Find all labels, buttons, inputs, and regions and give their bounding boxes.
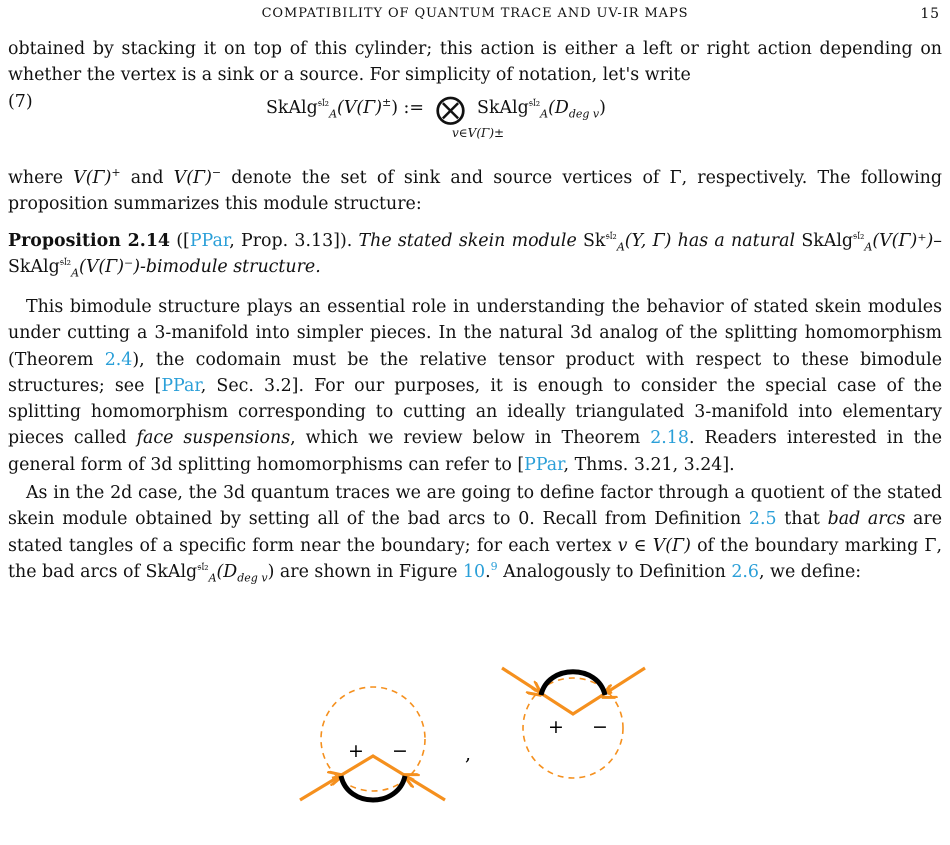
running-title: COMPATIBILITY OF QUANTUM TRACE AND UV-IR MAPS — [261, 6, 689, 21]
left-bad-arc-diagram — [300, 687, 445, 800]
equation-7 — [8, 92, 942, 148]
para4-alg-close: ) — [267, 561, 275, 582]
bad-arcs-figure — [290, 650, 670, 840]
para3-t1: This bimodule structure plays an essential role in understanding the behavior of stated skein modules under cutting a 3-manifold into simpler pieces. In the natural 3d analog of the splitting homomorphism (Theorem — [8, 297, 942, 370]
prop-bimod-b-arg: (V(Γ)⁻) — [79, 257, 140, 278]
paragraph-1 — [8, 36, 942, 89]
eq-rhs-arg: (D — [548, 98, 569, 118]
eq-lhs-sup: 𝔰𝔩₂ — [317, 96, 330, 110]
cite-ppar-2[interactable]: PPar — [524, 454, 564, 475]
proposition-2-14: Proposition 2.14 ([PPar, Prop. 3.13]). The stated skein module $Sk^{𝔰𝔩_2}_A(Y$, Γ) has a natural SkAlg$^{𝔰𝔩_2}_A$(V(Γ)⁺)–SkAlg$^{𝔰𝔩_2}_A$(V(Γ)⁻)-bimodule structure. — [8, 229, 942, 280]
paragraph-3 — [8, 294, 942, 478]
para3-t6: , Thms. 3.21, 3.24]. — [563, 454, 735, 475]
prop-sk-args: (Y, Γ) — [624, 231, 672, 251]
vplus-sup: + — [111, 166, 121, 180]
bigotimes-symbol: ⨂ — [435, 92, 466, 127]
prop-sk: Sk — [583, 231, 606, 251]
prop-statement-c: -bimodule structure. — [139, 257, 321, 278]
para4-t5: are shown in Figure — [274, 561, 463, 582]
para4-alg-arg: (D — [216, 561, 238, 582]
eq-rhs: SkAlg — [477, 98, 529, 118]
eq-lhs: SkAlg — [266, 98, 318, 118]
para2-text-b: and — [120, 168, 174, 188]
bad-arcs-diagram — [290, 650, 670, 840]
left-plus-label: + — [348, 740, 364, 762]
ref-theorem-2-4[interactable]: 2.4 — [104, 349, 133, 370]
prop-bimod-a: SkAlg — [801, 231, 854, 251]
vminus: V(Γ) — [173, 168, 212, 188]
eq-rhs-arg-sub: deg v — [568, 107, 600, 121]
prop-cite-link[interactable]: PPar — [189, 231, 230, 251]
para4-alg-sub: deg v — [237, 571, 268, 585]
para4-t8: , we define: — [759, 561, 862, 582]
equation-number: (7) — [8, 92, 33, 112]
eq-index-set: v∈V(Γ)± — [452, 126, 505, 140]
left-black-arc — [341, 776, 405, 800]
eq-rhs-sup: 𝔰𝔩₂ — [528, 96, 541, 110]
para3-t2: ), the codomain must be the relative tensor product with respect to these bimodule structures; see [ — [8, 349, 942, 396]
para3-t3: , Sec. 3.2]. For our purposes, it is enough to consider the special case of the splitting homomorphism corresponding to cutting an ideally triangulated 3-manifold into elementary pieces called — [8, 375, 943, 449]
em-bad-arcs: bad arcs — [827, 509, 906, 530]
left-minus-label: − — [392, 740, 408, 762]
eq-rhs-sub: A — [540, 107, 549, 121]
footnote-marker-9[interactable]: 9 — [490, 560, 498, 574]
prop-bimod-a-arg: (V(Γ)⁺)– — [872, 231, 942, 251]
ref-definition-2-6[interactable]: 2.6 — [731, 561, 759, 582]
prop-statement-a: The stated skein module — [352, 231, 583, 251]
cite-ppar-1[interactable]: PPar — [161, 375, 201, 396]
prop-cite-rest: , Prop. 3.13]). — [229, 231, 353, 251]
paragraph-2 — [8, 165, 942, 218]
left-edge-arrow-1 — [332, 777, 336, 778]
right-minus-label: − — [592, 716, 608, 738]
paragraph-4: As in the 2d case, the 3d quantum traces we are going to define factor through a quotient of the stated skein module obtained by setting all of the bad arcs to 0. Recall from Definition 2.5 that bad arcs are stated tangles of a specific form near the boundary; for each vertex v ∈ V(Γ) of the boundary marking Γ, the bad arcs of $SkAlg^{𝔰𝔩_2}_A(D_{deg v})$ are shown in Figure 10.$^9$ Analogously to Definition 2.6, we define: — [8, 483, 942, 585]
page-number: 15 — [920, 6, 940, 22]
para4-t3: are stated tangles of a specific form near the boundary; for each vertex — [8, 509, 942, 556]
eq-lhs-arg-sup: ± — [382, 96, 392, 110]
para3-t4: , which we review below in Theorem — [290, 428, 651, 449]
proposition-label: Proposition 2.14 — [8, 231, 171, 251]
eq-lhs-arg: (V(Γ) — [337, 98, 383, 118]
para4-t6: . — [485, 561, 491, 582]
vplus: V(Γ) — [73, 168, 112, 188]
para3-t5: . Readers interested in the general form of 3d splitting homomorphisms can refer to [ — [8, 428, 943, 475]
eq-lhs-sub: A — [329, 107, 338, 121]
running-head — [0, 6, 950, 28]
prop-bimod-b: SkAlg — [8, 257, 60, 278]
para4-t7: Analogously to Definition — [497, 561, 732, 582]
para4-alg: SkAlg — [145, 561, 198, 582]
left-dashed-disk — [321, 687, 425, 791]
eq-lhs-close: ) := — [391, 98, 424, 118]
left-boundary-edges — [300, 756, 445, 800]
ref-definition-2-5[interactable]: 2.5 — [748, 509, 777, 530]
para4-v: v ∈ V(Γ) — [617, 535, 691, 556]
para1-line2: depending on whether the vertex is a sink or a source. For simplicity of notation, let's write — [8, 39, 942, 86]
figure-comma: , — [465, 743, 472, 765]
equation-body — [266, 92, 606, 127]
vminus-sup: − — [211, 166, 222, 180]
para4-t4: of the boundary marking Γ, the bad arcs of — [8, 535, 942, 582]
right-boundary-edges — [502, 668, 645, 714]
para4-t2: that — [776, 509, 828, 530]
para4-t1: As in the 2d case, the 3d quantum traces we are going to define factor through a quotient of the stated skein module obtained by setting all of the bad arcs to 0. Recall from Definition — [8, 483, 942, 530]
para1-line1: obtained by stacking it on top of this cylinder; this action is either a left or right action — [8, 39, 812, 59]
para2-text-c: denote the set of sink and source vertices of Γ, respectively. The following proposition summarizes this module structure: — [8, 168, 942, 215]
eq-rhs-close: ) — [599, 98, 606, 118]
ref-figure-10[interactable]: 10 — [462, 561, 486, 582]
para2-text-a: where — [8, 168, 74, 188]
right-bad-arc-diagram — [502, 668, 645, 778]
prop-statement-b: has a natural — [671, 231, 802, 251]
ref-theorem-2-18[interactable]: 2.18 — [650, 428, 689, 449]
prop-cite-open: ([ — [170, 231, 190, 251]
em-face-suspensions: face suspensions — [136, 428, 291, 449]
right-plus-label: + — [548, 716, 564, 738]
